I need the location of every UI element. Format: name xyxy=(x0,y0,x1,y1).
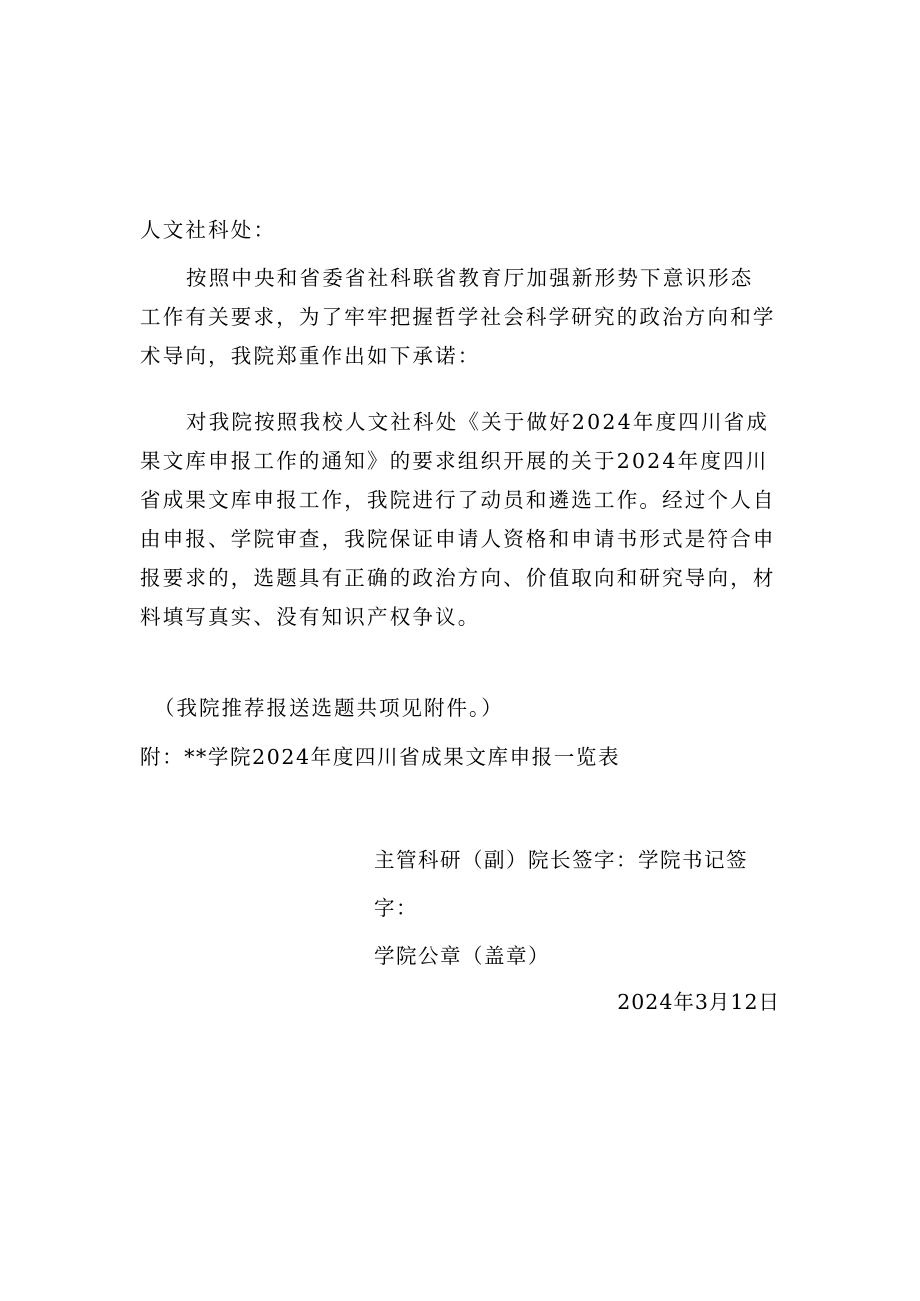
attachment-reference: 附：**学院2024年度四川省成果文库申报一览表 xyxy=(140,745,621,769)
paragraph-line: 果文库申报工作的通知》的要求组织开展的关于2024年度四川 xyxy=(140,449,769,473)
paragraph-line: 报要求的，选题具有正确的政治方向、价值取向和研究导向，材 xyxy=(140,566,776,590)
college-seal-line: 学院公章（盖章） xyxy=(374,944,550,968)
salutation xyxy=(140,211,786,250)
recommendation-note: （我院推荐报送选题共项见附件。） xyxy=(154,696,504,720)
signature-line: 字： xyxy=(374,896,418,920)
paragraph-line: 省成果文库申报工作，我院进行了动员和遴选工作。经过个人自 xyxy=(140,488,776,512)
paragraph-commitment-body xyxy=(140,403,786,637)
paragraph-line: 工作有关要求，为了牢牢把握哲学社会科学研究的政治方向和学 xyxy=(140,305,776,329)
signature-line: 主管科研（副）院长签字：学院书记签 xyxy=(374,848,748,872)
paragraph-commitment-intro xyxy=(140,259,786,376)
signature-block xyxy=(374,836,774,980)
document-date: 2024年3月12日 xyxy=(617,990,780,1014)
paragraph-line: 对我院按照我校人文社科处《关于做好2024年度四川省成 xyxy=(186,410,770,434)
paragraph-line: 由申报、学院审查，我院保证申请人资格和申请书形式是符合申 xyxy=(140,527,776,551)
paragraph-line: 按照中央和省委省社科联省教育厅加强新形势下意识形态 xyxy=(186,266,754,290)
paragraph-line: 料填写真实、没有知识产权争议。 xyxy=(140,605,481,629)
paragraph-line: 术导向，我院郑重作出如下承诺： xyxy=(140,344,481,368)
salutation-text: 人文社科处： xyxy=(140,218,277,242)
